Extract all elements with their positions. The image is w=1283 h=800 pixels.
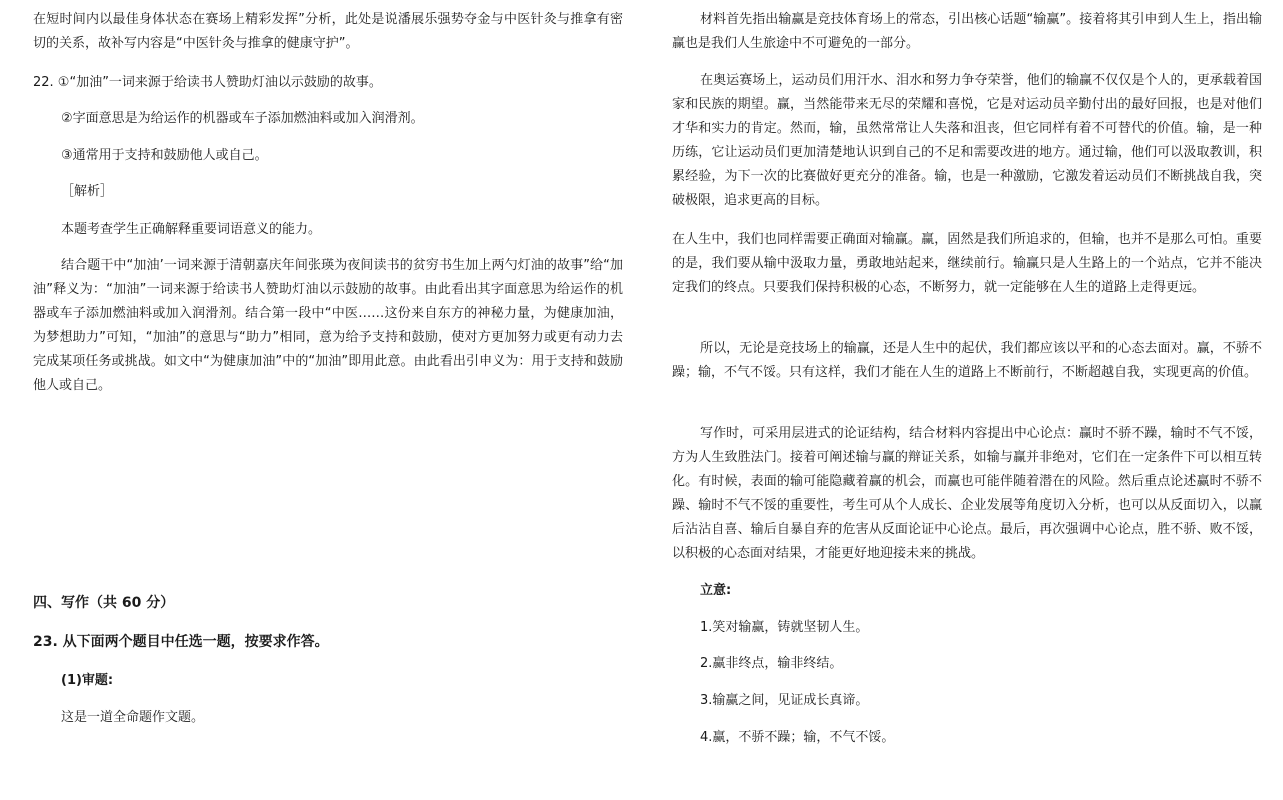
full-title-note-text: 这是一道全命题作文题。 [61,710,205,725]
analysis-label [33,180,623,204]
life-paragraph-text: 在人生中，我们也同样需要正确面对输赢。赢，固然是我们所追求的，但输，也并不是那么可怕。重要的是，我们要从输中汲取力量，勇敢地站起来，继续前行。输赢只是人生路上的一个站点，它并不能决定我们的终点。只要我们保持积极的心态，不断努力，就一定能够在人生的道路上走得更远。 [672,232,1262,295]
conclusion-paragraph-text: 所以，无论是竞技场上的输赢，还是人生中的起伏，我们都应该以平和的心态去面对。赢，不骄不躁；输，不气不馁。只有这样，我们才能在人生的道路上不断前行，不断超越自我，实现更高的价值。 [672,341,1262,380]
review-label [33,669,623,693]
title-option-3-text: 3.输赢之间，见证成长真谛。 [700,693,869,708]
conclusion-paragraph [672,337,1262,385]
review-label-text: (1)审题: [61,673,114,688]
title-option-1 [672,616,1262,640]
ability-statement [33,218,623,242]
material-intro-text: 材料首先指出输赢是竞技体育场上的常态，引出核心话题“输赢”。接着将其引申到人生上，指出输赢也是我们人生旅途中不可避免的一部分。 [672,12,1262,51]
analysis-label-text: ［解析］ [61,184,114,199]
theme-label-text: 立意: [700,583,732,598]
section-4-heading [33,591,623,615]
q22-answer-3-text: ③通常用于支持和鼓励他人或自己。 [61,148,268,163]
title-option-2-text: 2.赢非终点，输非终结。 [700,656,843,671]
q23-prompt-text: 23. 从下面两个题目中任选一题，按要求作答。 [33,634,329,650]
q23-prompt [33,630,623,654]
olympics-paragraph [672,69,1262,213]
olympics-paragraph-text: 在奥运赛场上，运动员们用汗水、泪水和努力争夺荣誉，他们的输赢不仅仅是个人的，更承载着国家和民族的期望。赢，当然能带来无尽的荣耀和喜悦，它是对运动员辛勤付出的最好回报，也是对他们才华和实力的肯定。然而，输，虽然常常让人失落和沮丧，但它同样有着不可替代的价值。输，是一种历练，它让运动员们更加清楚地认识到自己的不足和需要改进的地方。通过输，他们可以汲取教训，积累经验，为下一次的比赛做好更充分的准备。输，也是一种激励，它激发着运动员们不断挑战自我，突破极限，追求更高的目标。 [672,73,1262,208]
material-intro-paragraph [672,8,1262,56]
title-option-4 [672,726,1262,750]
title-option-2 [672,652,1262,676]
q22-answer-1-text: 22. ①“加油”一词来源于给读书人赞助灯油以示鼓励的故事。 [33,75,382,90]
full-title-note [33,706,623,730]
writing-guidance-paragraph [672,422,1262,566]
theme-label [672,579,1262,603]
intro-text: 在短时间内以最佳身体状态在赛场上精彩发挥”分析，此处是说潘展乐强势夺金与中医针灸与推拿有密切的关系，故补写内容是“中医针灸与推拿的健康守护”。 [33,12,623,51]
q22-answer-1 [33,71,623,95]
ability-statement-text: 本题考查学生正确解释重要词语意义的能力。 [61,222,322,237]
section-4-heading-text: 四、写作（共 60 分） [33,595,175,611]
life-paragraph [672,228,1262,300]
intro-paragraph [33,8,623,56]
writing-guidance-text: 写作时，可采用层进式的论证结构，结合材料内容提出中心论点：赢时不骄不躁，输时不气不馁，方为人生致胜法门。接着可阐述输与赢的辩证关系，如输与赢并非绝对，它们在一定条件下可以相互转化。有时候，表面的输可能隐藏着赢的机会，而赢也可能伴随着潜在的风险。然后重点论述赢时不骄不躁、输时不气不馁的重要性，考生可从个人成长、企业发展等角度切入分析，也可以从反面切入，以赢后沾沾自喜、输后自暴自弃的危害从反面论证中心论点。最后，再次强调中心论点，胜不骄、败不馁，以积极的心态面对结果，才能更好地迎接未来的挑战。 [672,426,1262,561]
title-option-4-text: 4.赢，不骄不躁；输，不气不馁。 [700,730,895,745]
analysis-paragraph [33,254,623,398]
title-option-1-text: 1.笑对输赢，铸就坚韧人生。 [700,620,869,635]
q22-answer-2-text: ②字面意思是为给运作的机器或车子添加燃油料或加入润滑剂。 [61,111,424,126]
title-option-3 [672,689,1262,713]
q22-answer-2 [33,107,623,131]
analysis-paragraph-text: 结合题干中“加油’一词来源于清朝嘉庆年间张瑛为夜间读书的贫穷书生加上两勺灯油的故事”给“加油”释义为：“加油”一词来源于给读书人赞助灯油以示鼓励的故事。由此看出其字面意思为给运作的机器或车子添加燃油料或加入润滑剂。结合第一段中“中医……这份来自东方的神秘力量，为健康加油，为梦想助力”可知，“加油”的意思与“助力”相同，意为给予支持和鼓励，使对方更加努力或更有动力去完成某项任务或挑战。如文中“为健康加油”中的“加油”即用此意。由此看出引申义为：用于支持和鼓励他人或自己。 [33,258,623,393]
q22-answer-3 [33,144,623,168]
